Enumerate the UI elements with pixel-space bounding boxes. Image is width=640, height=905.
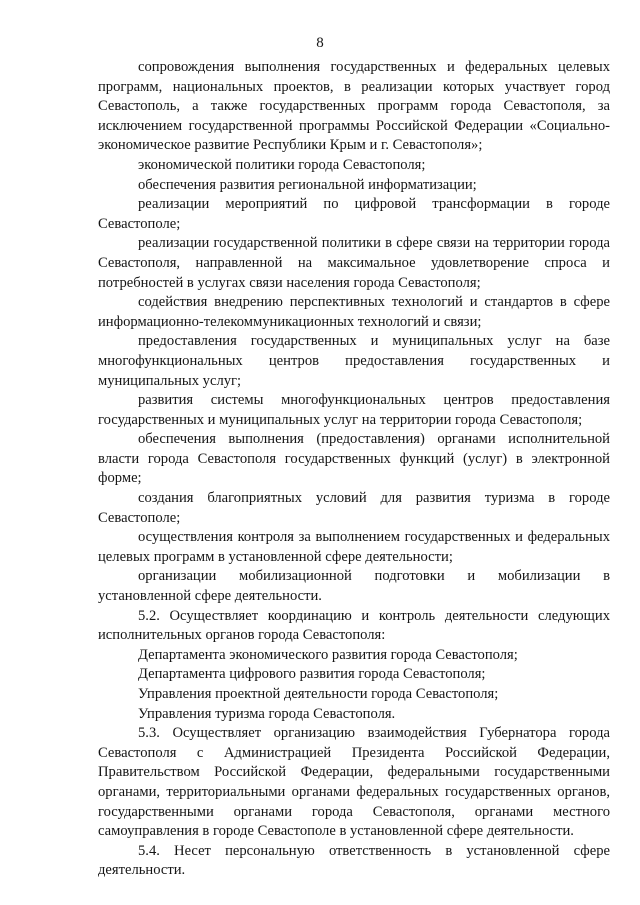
department-item: Управления туризма города Севастополя.	[138, 705, 396, 722]
department-item: Департамента цифрового развития города Севастополя;	[138, 666, 486, 683]
list-item: создания благоприятных условий для развития туризма в городе Севастополе;	[98, 490, 610, 526]
section-5-4: 5.4. Несет персональную ответственность в установленной сфере деятельности.	[98, 842, 610, 879]
list-item: обеспечения развития региональной информатизации;	[138, 176, 477, 193]
section-5-3: 5.3. Осуществляет организацию взаимодействия Губернатора города Севастополя с Администрацией Президента Российской Федерации, Правительством Российской Федерации, федеральными государственными органами, территориальными органами федеральных государственных органов, государственными органами города Севастополя, органами местного самоуправления в городе Севастополе в установленной сфере деятельности.	[98, 725, 610, 840]
list-item: реализации мероприятий по цифровой трансформации в городе Севастополе;	[98, 196, 610, 232]
list-item: реализации государственной политики в сфере связи на территории города Севастополя, направленной на максимальное удовлетворение спроса и потребностей в услугах связи населения города Севастополя;	[98, 235, 610, 291]
section-5-2: 5.2. Осуществляет координацию и контроль деятельности следующих исполнительных органов города Севастополя:	[98, 607, 610, 644]
department-item: Департамента экономического развития города Севастополя;	[138, 646, 518, 663]
list-item: развития системы многофункциональных центров предоставления государственных и муниципальных услуг на территории города Севастополя;	[98, 392, 610, 428]
list-item: обеспечения выполнения (предоставления) органами исполнительной власти города Севастополя государственных функций (услуг) в электронной форме;	[98, 431, 610, 487]
department-item: Управления проектной деятельности города Севастополя;	[138, 686, 499, 702]
document-body	[98, 58, 610, 881]
list-item: предоставления государственных и муниципальных услуг на базе многофункциональных центров предоставления государственных и муниципальных услуг;	[98, 333, 610, 389]
list-item: экономической политики города Севастополя;	[138, 156, 426, 173]
paragraph-continuation: сопровождения выполнения государственных и федеральных целевых программ, национальных проектов, в реализации которых участвует город Севастополь, а также государственных программ города Севастополя, за исключением государственной программы Российской Федерации «Социально-экономическое развитие Республики Крым и г. Севастополя»;	[98, 59, 610, 154]
list-item: содействия внедрению перспективных технологий и стандартов в сфере информационно-телекоммуникационных технологий и связи;	[98, 294, 610, 330]
list-item: организации мобилизационной подготовки и мобилизации в установленной сфере деятельности.	[98, 568, 610, 605]
list-item: осуществления контроля за выполнением государственных и федеральных целевых программ в установленной сфере деятельности;	[98, 529, 610, 565]
page-number: 8	[316, 35, 324, 51]
